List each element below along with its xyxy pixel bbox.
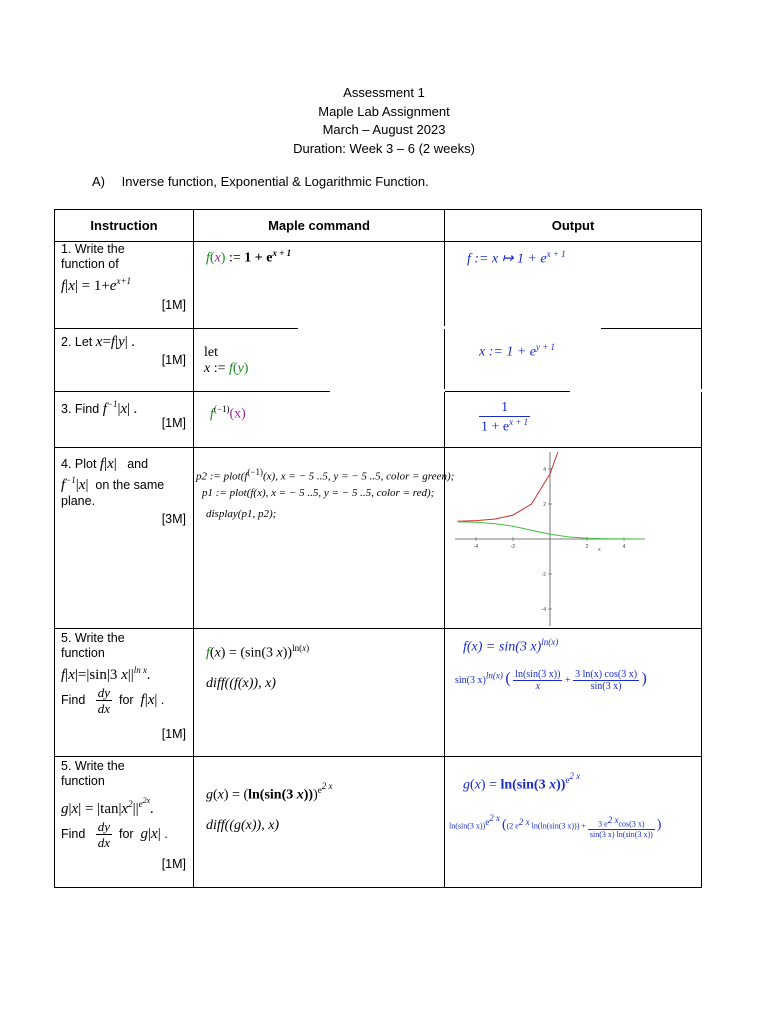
- marks-label: [3M]: [161, 512, 186, 526]
- output-cell: [445, 757, 702, 888]
- instruction-text: 4. Plot: [61, 457, 97, 471]
- instruction-text: function: [61, 646, 105, 660]
- y-tick-label: 4: [543, 467, 546, 473]
- maple-command: g(x) = (ln(sin(3 x)))$^{e^{2 x}}$ diff((g(x)), x): [206, 781, 333, 833]
- output-cell: [445, 629, 702, 757]
- instruction-text: plane.: [61, 494, 96, 508]
- maple-output-derivative: ln(sin(3 x))$^{e^{2 x}}$ ((2 $e^{2 x}$ ln(ln(sin(3 x))) + $\frac{3 e^{2 x}\cos(3 x)}{\sin(3 x) \ln(\sin(3 x))}$ ): [449, 813, 662, 839]
- maple-output: g(x) = ln(sin(3 x))$^{e^{2 x}}$: [463, 771, 581, 793]
- duration-line: Duration: Week 3 – 6 (2 weeks): [293, 140, 475, 156]
- marks-label: [1M]: [161, 298, 186, 312]
- table-row: [55, 448, 702, 629]
- command-cell: [194, 392, 445, 448]
- assignment-table: [54, 209, 702, 888]
- table-row: [55, 392, 702, 448]
- table-row: [55, 757, 702, 888]
- assessment-title: Assessment 1: [343, 85, 425, 100]
- command-cell: [194, 448, 455, 629]
- maple-command: let x := f(y): [204, 345, 249, 376]
- instruction-cell: [55, 392, 194, 448]
- maple-output: f(x) = sin(3 x)$^{ln(x)}$: [463, 637, 559, 655]
- section-label: A): [92, 174, 105, 189]
- output-cell: [445, 329, 702, 392]
- table-row: [55, 329, 702, 392]
- output-cell: [445, 242, 702, 329]
- marks-label: [1M]: [161, 353, 186, 367]
- y-tick-label: -2: [541, 572, 546, 578]
- command-cell: [194, 757, 445, 888]
- maple-output: f := x ↦ $1 + e^{x + 1}$: [467, 249, 566, 267]
- table-row: [55, 629, 702, 757]
- command-cell: [194, 329, 445, 392]
- instruction-cell: 5. Write the function $g|x| = |\tan|x^2||^{e^{2x}}$. Find $\frac{dy}{dx}$ for g|x| . [1M]: [55, 757, 194, 888]
- section-heading: [92, 174, 429, 189]
- marks-label: [1M]: [161, 857, 186, 871]
- instruction-text: 5. Write the: [61, 631, 125, 645]
- instruction-cell: [55, 242, 194, 329]
- instruction-text: 2. Let: [61, 335, 93, 349]
- x-axis-label: x: [598, 547, 601, 553]
- instruction-text: function: [61, 774, 105, 788]
- function-plot: [455, 452, 645, 626]
- table-header-row: [55, 210, 702, 242]
- x-tick-label: 2: [585, 544, 589, 550]
- header-maple-command: Maple command: [194, 210, 445, 242]
- maple-output-derivative: sin(3 x)$^{ln(x)}$ ( $\frac{\ln(\sin(3 x))}{x}$ + $\frac{3 \ln(x) \cos(3 x)}{\sin(3 x)}$ ): [455, 669, 647, 692]
- instruction-text: function of: [61, 257, 119, 271]
- instruction-cell: 4. Plot f|x| and $f^{-1}|x|$ on the same plane. [3M]: [55, 448, 194, 629]
- instruction-text: 3. Find: [61, 402, 100, 416]
- x-tick-label: -2: [510, 544, 516, 550]
- table-row: [55, 242, 702, 329]
- instruction-cell: 5. Write the function f|x|=|sin|3 $x||^{ln x}$. Find $\frac{dy}{dx}$ for f|x| . [1M]: [55, 629, 194, 757]
- maple-output: x := $1 + e^{y + 1}$: [479, 342, 556, 360]
- semester-line: March – August 2023: [322, 122, 446, 137]
- x-tick-label: -4: [473, 544, 479, 550]
- command-cell: [194, 242, 445, 329]
- instruction-text: 1. Write the: [61, 242, 125, 256]
- section-title: Inverse function, Exponential & Logarithmic Function.: [121, 174, 429, 189]
- instruction-text: 5. Write the: [61, 759, 125, 773]
- maple-output: $\frac{1}{1 + e^{x + 1}}$: [481, 400, 529, 435]
- instruction-cell: [55, 329, 194, 392]
- output-cell: [445, 448, 702, 629]
- maple-command: f(x) := $1 + e^{x + 1}$: [206, 248, 292, 266]
- maple-command: p2 := $plot(f^{(-1)}(x)$, x = − 5 ..5, y = − 5 ..5, color = green); p1 := plot(f(x), x = − 5 ..5, y = − 5 ..5, color = red); display(p1, p2);: [196, 467, 455, 520]
- y-tick-label: -4: [541, 607, 546, 613]
- maple-command: f(x) = (sin(3 x))$^{ln(x)}$ diff((f(x)), x): [206, 643, 310, 691]
- command-cell: [194, 629, 445, 757]
- instruction-formula: x=f|y| .: [95, 334, 136, 350]
- instruction-formula: $f|x| = 1+e^{x+1}$: [61, 276, 132, 294]
- series-line-f: [458, 452, 578, 521]
- header-instruction: Instruction: [55, 210, 194, 242]
- y-tick-label: 2: [543, 502, 546, 508]
- document-header: [0, 84, 768, 158]
- x-tick-label: 4: [622, 544, 626, 550]
- instruction-formula: $f^{-1}|x|$ .: [102, 399, 138, 417]
- marks-label: [1M]: [161, 727, 186, 741]
- marks-label: [1M]: [161, 416, 186, 430]
- lab-title: Maple Lab Assignment: [318, 103, 450, 119]
- header-output: Output: [445, 210, 702, 242]
- output-cell: [445, 392, 702, 448]
- maple-command: $f^{(-1)}(x)$: [210, 404, 246, 422]
